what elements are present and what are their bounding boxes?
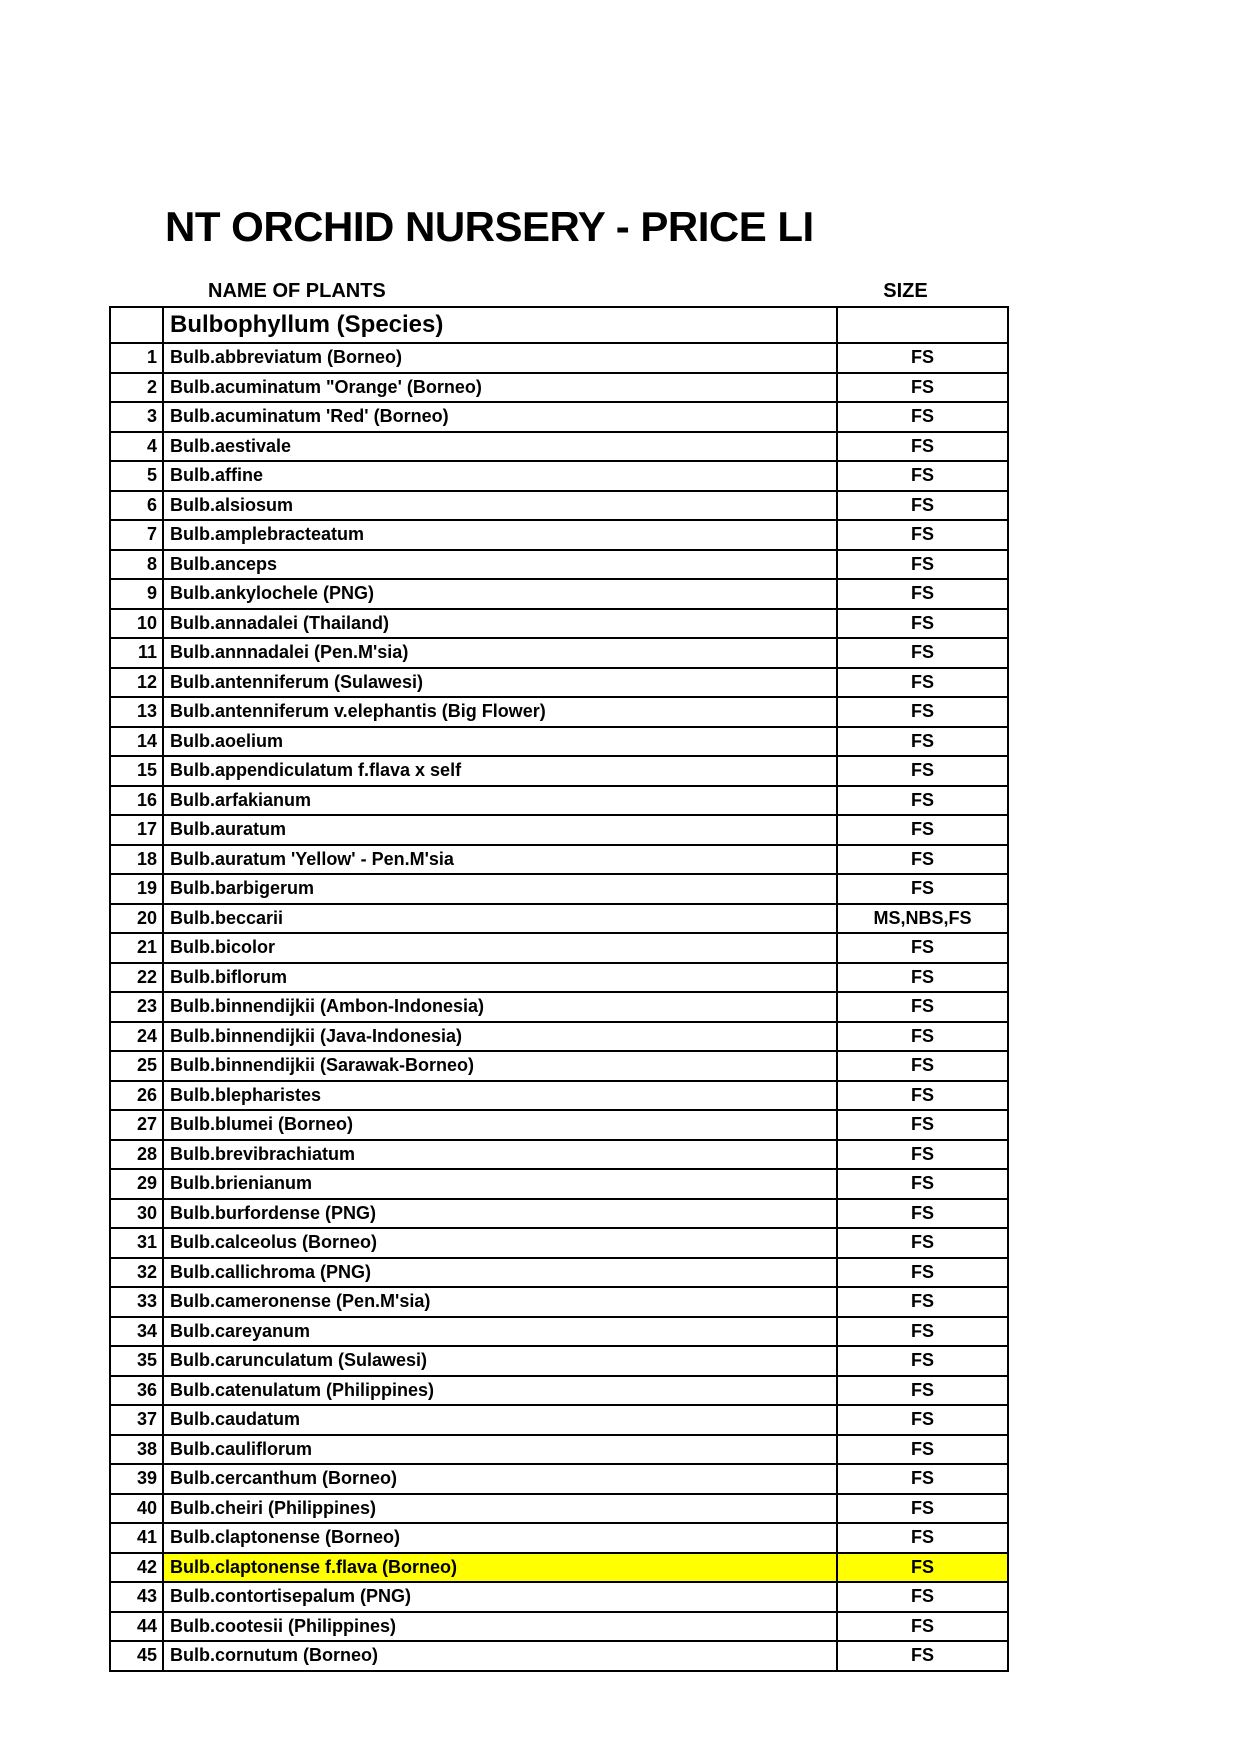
plant-size: FS <box>837 1405 1008 1435</box>
table-row <box>110 1346 1008 1376</box>
table-row <box>110 1169 1008 1199</box>
group-header-row <box>110 307 1008 343</box>
table-row <box>110 786 1008 816</box>
plant-name: Bulb.biflorum <box>163 963 837 993</box>
plant-name: Bulb.auratum 'Yellow' - Pen.M'sia <box>163 845 837 875</box>
plant-size: FS <box>837 1228 1008 1258</box>
plant-size: FS <box>837 1376 1008 1406</box>
table-row <box>110 963 1008 993</box>
table-row <box>110 1051 1008 1081</box>
plant-size: FS <box>837 1110 1008 1140</box>
row-number: 21 <box>110 933 163 963</box>
table-row <box>110 1582 1008 1612</box>
row-number: 8 <box>110 550 163 580</box>
plant-name: Bulb.auratum <box>163 815 837 845</box>
plant-size: FS <box>837 1258 1008 1288</box>
plant-name: Bulb.cameronense (Pen.M'sia) <box>163 1287 837 1317</box>
plant-name: Bulb.blepharistes <box>163 1081 837 1111</box>
plant-size: FS <box>837 343 1008 373</box>
row-number: 39 <box>110 1464 163 1494</box>
plant-size: FS <box>837 1081 1008 1111</box>
plant-size: FS <box>837 815 1008 845</box>
row-number: 3 <box>110 402 163 432</box>
plant-size: FS <box>837 550 1008 580</box>
plant-name: Bulb.antenniferum (Sulawesi) <box>163 668 837 698</box>
plant-size: FS <box>837 727 1008 757</box>
plant-name: Bulb.arfakianum <box>163 786 837 816</box>
plant-name: Bulb.cheiri (Philippines) <box>163 1494 837 1524</box>
row-number: 28 <box>110 1140 163 1170</box>
column-header-size: SIZE <box>883 280 928 302</box>
row-number: 5 <box>110 461 163 491</box>
plant-size: FS <box>837 1287 1008 1317</box>
plant-size: FS <box>837 1346 1008 1376</box>
plant-table-body <box>110 307 1008 1671</box>
table-row <box>110 992 1008 1022</box>
plant-name: Bulb.burfordense (PNG) <box>163 1199 837 1229</box>
plant-size: FS <box>837 373 1008 403</box>
row-number: 17 <box>110 815 163 845</box>
plant-size: FS <box>837 786 1008 816</box>
row-number: 4 <box>110 432 163 462</box>
plant-size: FS <box>837 609 1008 639</box>
row-number: 26 <box>110 1081 163 1111</box>
plant-name: Bulb.ankylochele (PNG) <box>163 579 837 609</box>
table-row <box>110 1405 1008 1435</box>
plant-name: Bulb.abbreviatum (Borneo) <box>163 343 837 373</box>
plant-size: MS,NBS,FS <box>837 904 1008 934</box>
row-number: 7 <box>110 520 163 550</box>
plant-size: FS <box>837 668 1008 698</box>
table-row <box>110 432 1008 462</box>
plant-name: Bulb.bicolor <box>163 933 837 963</box>
table-row <box>110 1494 1008 1524</box>
table-row <box>110 1228 1008 1258</box>
table-row <box>110 343 1008 373</box>
row-number: 32 <box>110 1258 163 1288</box>
plant-name: Bulb.anceps <box>163 550 837 580</box>
table-row <box>110 491 1008 521</box>
row-number: 15 <box>110 756 163 786</box>
row-number: 40 <box>110 1494 163 1524</box>
row-number: 31 <box>110 1228 163 1258</box>
plant-name: Bulb.amplebracteatum <box>163 520 837 550</box>
row-number: 42 <box>110 1553 163 1583</box>
plant-name: Bulb.claptonense f.flava (Borneo) <box>163 1553 837 1583</box>
plant-name: Bulb.contortisepalum (PNG) <box>163 1582 837 1612</box>
table-row <box>110 1612 1008 1642</box>
plant-size: FS <box>837 963 1008 993</box>
row-number: 30 <box>110 1199 163 1229</box>
table-row <box>110 1523 1008 1553</box>
plant-name: Bulb.beccarii <box>163 904 837 934</box>
table-row <box>110 373 1008 403</box>
table-row <box>110 845 1008 875</box>
plant-name: Bulb.callichroma (PNG) <box>163 1258 837 1288</box>
plant-name: Bulb.binnendijkii (Ambon-Indonesia) <box>163 992 837 1022</box>
row-number: 6 <box>110 491 163 521</box>
table-row <box>110 520 1008 550</box>
row-number: 13 <box>110 697 163 727</box>
plant-name: Bulb.catenulatum (Philippines) <box>163 1376 837 1406</box>
plant-name: Bulb.acuminatum "Orange' (Borneo) <box>163 373 837 403</box>
plant-name: Bulb.binnendijkii (Sarawak-Borneo) <box>163 1051 837 1081</box>
table-row <box>110 697 1008 727</box>
table-row <box>110 1081 1008 1111</box>
row-number: 34 <box>110 1317 163 1347</box>
table-row <box>110 815 1008 845</box>
plant-name: Bulb.cauliflorum <box>163 1435 837 1465</box>
table-row <box>110 402 1008 432</box>
table-row <box>110 1258 1008 1288</box>
plant-size: FS <box>837 579 1008 609</box>
table-row <box>110 933 1008 963</box>
table-row <box>110 874 1008 904</box>
plant-size: FS <box>837 992 1008 1022</box>
table-row <box>110 638 1008 668</box>
plant-size: FS <box>837 402 1008 432</box>
plant-name: Bulb.appendiculatum f.flava x self <box>163 756 837 786</box>
group-header-number-cell <box>110 307 163 343</box>
row-number: 36 <box>110 1376 163 1406</box>
row-number: 38 <box>110 1435 163 1465</box>
table-row <box>110 1553 1008 1583</box>
table-row <box>110 1110 1008 1140</box>
row-number: 33 <box>110 1287 163 1317</box>
table-row <box>110 904 1008 934</box>
plant-name: Bulb.brevibrachiatum <box>163 1140 837 1170</box>
plant-name: Bulb.barbigerum <box>163 874 837 904</box>
plant-size: FS <box>837 1317 1008 1347</box>
plant-name: Bulb.alsiosum <box>163 491 837 521</box>
plant-size: FS <box>837 1494 1008 1524</box>
plant-name: Bulb.antenniferum v.elephantis (Big Flower) <box>163 697 837 727</box>
plant-size: FS <box>837 756 1008 786</box>
table-row <box>110 550 1008 580</box>
table-row <box>110 727 1008 757</box>
plant-size: FS <box>837 1464 1008 1494</box>
plant-name: Bulb.aestivale <box>163 432 837 462</box>
table-row <box>110 609 1008 639</box>
plant-name: Bulb.claptonense (Borneo) <box>163 1523 837 1553</box>
group-header-label: Bulbophyllum (Species) <box>163 307 837 343</box>
plant-size: FS <box>837 1022 1008 1052</box>
table-row <box>110 756 1008 786</box>
plant-name: Bulb.cercanthum (Borneo) <box>163 1464 837 1494</box>
row-number: 22 <box>110 963 163 993</box>
row-number: 18 <box>110 845 163 875</box>
plant-size: FS <box>837 1523 1008 1553</box>
row-number: 29 <box>110 1169 163 1199</box>
row-number: 27 <box>110 1110 163 1140</box>
plant-size: FS <box>837 1435 1008 1465</box>
plant-name: Bulb.calceolus (Borneo) <box>163 1228 837 1258</box>
row-number: 1 <box>110 343 163 373</box>
plant-size: FS <box>837 697 1008 727</box>
row-number: 43 <box>110 1582 163 1612</box>
table-row <box>110 1641 1008 1671</box>
row-number: 37 <box>110 1405 163 1435</box>
table-row <box>110 579 1008 609</box>
table-row <box>110 1376 1008 1406</box>
table-row <box>110 1435 1008 1465</box>
row-number: 11 <box>110 638 163 668</box>
table-row <box>110 1199 1008 1229</box>
row-number: 23 <box>110 992 163 1022</box>
plant-name: Bulb.aoelium <box>163 727 837 757</box>
table-row <box>110 668 1008 698</box>
price-list-table <box>109 306 1009 1672</box>
plant-name: Bulb.cootesii (Philippines) <box>163 1612 837 1642</box>
plant-size: FS <box>837 933 1008 963</box>
plant-size: FS <box>837 1199 1008 1229</box>
plant-name: Bulb.affine <box>163 461 837 491</box>
plant-name: Bulb.cornutum (Borneo) <box>163 1641 837 1671</box>
plant-size: FS <box>837 845 1008 875</box>
row-number: 9 <box>110 579 163 609</box>
row-number: 10 <box>110 609 163 639</box>
plant-size: FS <box>837 491 1008 521</box>
plant-name: Bulb.carunculatum (Sulawesi) <box>163 1346 837 1376</box>
row-number: 16 <box>110 786 163 816</box>
row-number: 2 <box>110 373 163 403</box>
column-header-name-of-plants: NAME OF PLANTS <box>208 280 386 302</box>
row-number: 41 <box>110 1523 163 1553</box>
plant-size: FS <box>837 638 1008 668</box>
plant-name: Bulb.careyanum <box>163 1317 837 1347</box>
plant-size: FS <box>837 1582 1008 1612</box>
plant-size: FS <box>837 432 1008 462</box>
plant-size: FS <box>837 1612 1008 1642</box>
row-number: 44 <box>110 1612 163 1642</box>
table-row <box>110 1022 1008 1052</box>
plant-name: Bulb.caudatum <box>163 1405 837 1435</box>
plant-name: Bulb.acuminatum 'Red' (Borneo) <box>163 402 837 432</box>
table-row <box>110 1140 1008 1170</box>
plant-name: Bulb.blumei (Borneo) <box>163 1110 837 1140</box>
plant-size: FS <box>837 1169 1008 1199</box>
plant-size: FS <box>837 461 1008 491</box>
row-number: 24 <box>110 1022 163 1052</box>
plant-size: FS <box>837 520 1008 550</box>
plant-size: FS <box>837 1051 1008 1081</box>
row-number: 14 <box>110 727 163 757</box>
row-number: 35 <box>110 1346 163 1376</box>
table-row <box>110 1287 1008 1317</box>
row-number: 20 <box>110 904 163 934</box>
plant-name: Bulb.annadalei (Thailand) <box>163 609 837 639</box>
plant-size: FS <box>837 874 1008 904</box>
table-row <box>110 461 1008 491</box>
plant-size: FS <box>837 1553 1008 1583</box>
row-number: 19 <box>110 874 163 904</box>
plant-size: FS <box>837 1641 1008 1671</box>
table-row <box>110 1317 1008 1347</box>
row-number: 12 <box>110 668 163 698</box>
row-number: 25 <box>110 1051 163 1081</box>
table-row <box>110 1464 1008 1494</box>
page-title: NT ORCHID NURSERY - PRICE LI <box>165 203 814 250</box>
plant-name: Bulb.binnendijkii (Java-Indonesia) <box>163 1022 837 1052</box>
plant-name: Bulb.annnadalei (Pen.M'sia) <box>163 638 837 668</box>
row-number: 45 <box>110 1641 163 1671</box>
plant-name: Bulb.brienianum <box>163 1169 837 1199</box>
group-header-size-cell <box>837 307 1008 343</box>
plant-size: FS <box>837 1140 1008 1170</box>
